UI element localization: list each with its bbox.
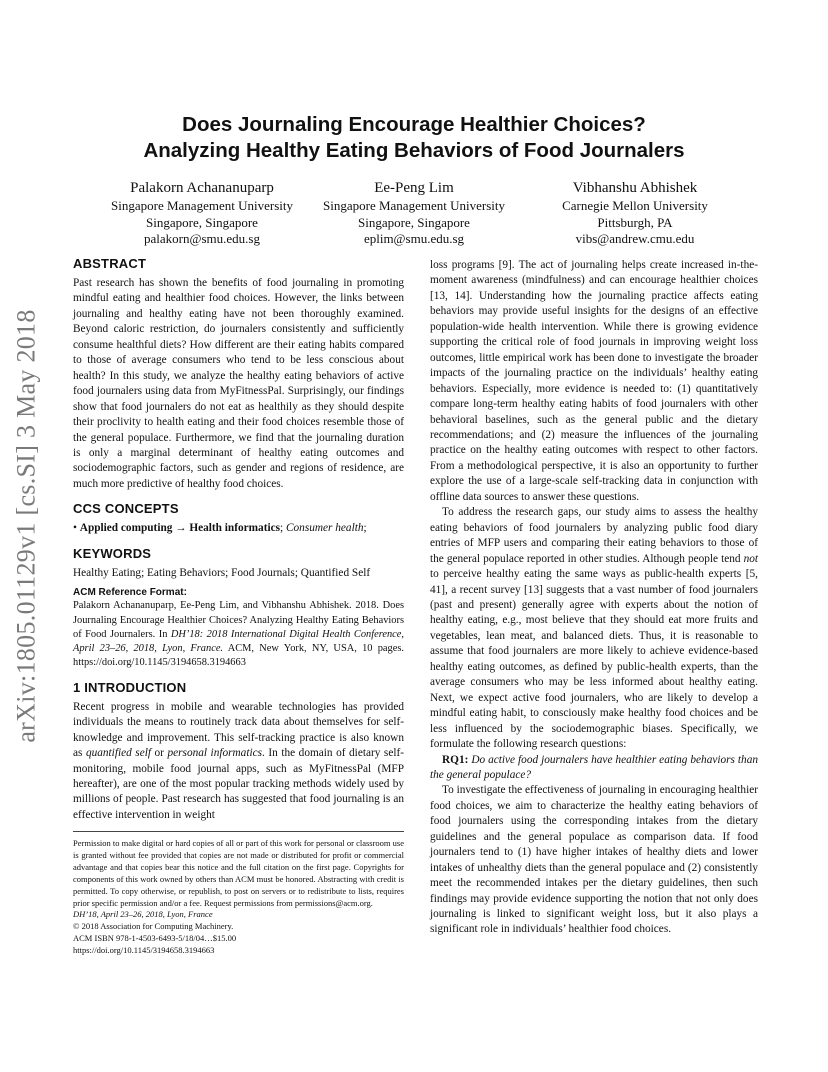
reference-format-text: Palakorn Achananuparp, Ee-Peng Lim, and Vibhanshu Abhishek. 2018. Does Journaling Encourage Healthier Choices? Analyzing Healthy Eating Behaviors of Food Journalers. In DH’18: 2018 International Digital Health Conference, April 23–26, 2018, Lyon, France. ACM, New York, NY, USA, 10 pages. https://doi.org/10.1145/3194658.3194663	[73, 600, 404, 669]
intro-paragraph-3: To investigate the effectiveness of journaling in encouraging healthier food choices, we aim to characterize the healthy eating behaviors of food journalers using the corresponding intakes from the dietary guidelines and the general populace as comparison data. If food journalers tend to (1) have higher intakes of healthy diets and lower intakes of unhealthy diets than the general populace and (2) consistently meet the recommended intakes per the dietary guidelines, then such findings may provide evidence supporting the notion that not only does journaling is linked to significant weight loss, but it also plays a significant role in individuals’ healthier food choices.	[430, 784, 758, 936]
right-column	[430, 258, 758, 938]
author-affiliation: Singapore Management University	[323, 198, 505, 213]
doi-link[interactable]: https://doi.org/10.1145/3194658.3194663	[73, 945, 215, 956]
keywords-heading: KEYWORDS	[73, 545, 152, 561]
author-affiliation: Carnegie Mellon University	[562, 198, 708, 213]
ccs-heading: CCS CONCEPTS	[73, 501, 179, 517]
author-name: Vibhanshu Abhishek	[572, 180, 698, 196]
author-block-3	[505, 179, 765, 248]
research-question-1: RQ1: Do active food journalers have healthier eating behaviors than the general populace?	[430, 753, 758, 781]
intro-paragraph-1: loss programs [9]. The act of journaling helps create increased in-the-moment awareness (mindfulness) and can encourage healthier choices [13, 14]. Understanding how the journaling practice affects eating behaviors may provide useful insights for the designs of an effective population-wide health intervention. While there is growing evidence supporting the critical role of food journals in improving weight loss outcomes, little empirical work has been done to investigate the broader impacts of the journaling practice on the individuals’ healthy eating behaviors. Especially, more evidence is needed to: (1) quantitatively compare long-term healthy eating habits of food journalers with other behavioral baselines, such as the general public and the dietary recommendations; and (2) measure the influences of the journaling practice on the healthy eating outcomes with respect to other factors. From a methodological perspective, it is also an opportunity to further explore the use of a large-scale self-tracking data in conjunction with offline data sources to answer these questions.	[430, 259, 758, 503]
intro-paragraph-2: To address the research gaps, our study aims to assess the healthy eating behaviors of food journalers by analyzing public food diary entries of MFP users and comparing their eating behaviors to those of the general populace reported in other studies. Although people tend not to perceive healthy eating the same ways as public-health experts [5, 41], a recent survey [13] suggests that a vast number of food journalers (past and present) generally agree with experts about the notion of healthy eating, e.g., most believe that they should eat more fruits and vegetables, lean meat, and balanced diets. Thus, it is reasonable to assume that food journalers are more likely to achieve evidence-based healthy eating outcomes, as defined by public-health experts, than the average consumers who may be less informed about healthy eating. Next, we expect active food journalers, who are likely to develop a mindful eating habit, to consciously make healthy food choices and be less influenced by the sociodemographic biases. Specifically, we formulate the following research questions:	[430, 506, 758, 751]
author-name: Ee-Peng Lim	[374, 180, 454, 196]
author-email[interactable]: vibs@andrew.cmu.edu	[575, 231, 695, 246]
author-location: Singapore, Singapore	[146, 214, 258, 230]
author-affiliation: Singapore Management University	[111, 198, 293, 213]
abstract-text: Past research has shown the benefits of food journaling in promoting mindful eating and healthier food choices. However, the links between journaling and healthy eating have not been thoroughly examined. Beyond caloric restriction, do journalers consistently and sufficiently consume healthful diets? How different are their eating habits compared to those of average consumers who tend to be less conscious about health? In this study, we analyze the healthy eating behaviors of active food journalers using data from MyFitnessPal. Surprisingly, our findings show that food journalers do not eat as healthily as they should despite their proclivity to health eating and their food choices resemble those of the general populace. Furthermore, we find that the journaling duration is only a marginal determinant of healthy eating outcomes and sociodemographic factors, such as gender and regions of residence, are much more predictive of healthy food choices.	[73, 277, 404, 490]
intro-text: Recent progress in mobile and wearable technologies has provided individuals the means to routinely track data about themselves for self-knowledge and improvement. This self-tracking practice is also known as quantified self or personal informatics. In the domain of dietary self-monitoring, mobile food journal apps, such as MyFitnessPal (MFP hereafter), are one of the most popular tracking methods widely used by millions of people. Past research has suggested that food journaling is an effective intervention in weight	[73, 700, 404, 821]
author-email[interactable]: palakorn@smu.edu.sg	[144, 231, 260, 246]
copyright-footnote	[73, 831, 404, 957]
author-location: Singapore, Singapore	[358, 214, 470, 230]
title-line-1: Does Journaling Encourage Healthier Choices?	[182, 113, 646, 136]
arxiv-stamp: arXiv:1805.01129v1 [cs.SI] 3 May 2018	[12, 309, 41, 743]
permission-text: Permission to make digital or hard copies of all or part of this work for personal or classroom use is granted without fee provided that copies are not made or distributed for profit or commercial advantage and that copies bear this notice and the full citation on the first page. Copyrights for components of this work owned by others than ACM must be honored. Abstracting with credit is permitted. To copy otherwise, or republish, to post on servers or to redistribute to lists, requires prior specific permission and/or a fee. Request permissions from permissions@acm.org.	[73, 838, 404, 908]
ccs-sub: Consumer health	[285, 522, 364, 535]
author-email[interactable]: eplim@smu.edu.sg	[363, 231, 465, 246]
bullet-icon: •	[73, 522, 77, 535]
isbn-line: ACM ISBN 978-1-4503-6493-5/18/04…$15.00	[73, 933, 237, 944]
intro-heading: 1 INTRODUCTION	[73, 679, 187, 695]
author-name: Palakorn Achananuparp	[130, 180, 274, 196]
ccs-main: Applied computing → Health informatics	[79, 522, 281, 535]
copyright-line: © 2018 Association for Computing Machinery.	[73, 921, 234, 932]
conference-info: DH’18, April 23–26, 2018, Lyon, France	[73, 909, 213, 920]
ccs-concepts: • Applied computing → Health informatics; Consumer health;	[73, 522, 367, 535]
reference-format-heading: ACM Reference Format:	[73, 587, 187, 599]
left-column	[73, 256, 404, 823]
paper-title	[0, 112, 828, 164]
abstract-heading: ABSTRACT	[73, 256, 147, 271]
keywords-text: Healthy Eating; Eating Behaviors; Food Journals; Quantified Self	[73, 566, 371, 579]
author-location: Pittsburgh, PA	[597, 214, 673, 230]
title-line-2: Analyzing Healthy Eating Behaviors of Food Journalers	[143, 139, 685, 162]
